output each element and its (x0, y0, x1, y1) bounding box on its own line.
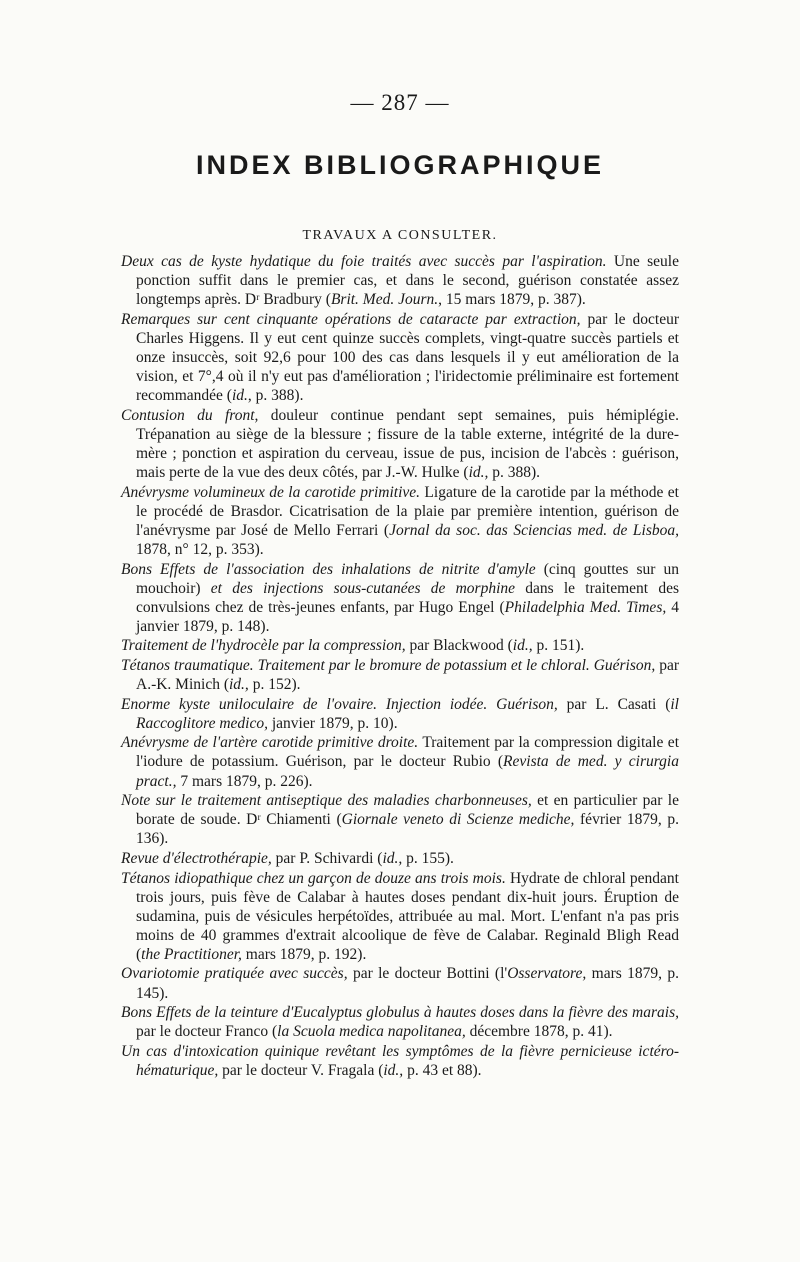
entry-source: id., (468, 464, 489, 482)
entry-citation: p. 43 et 88). (403, 1061, 482, 1079)
entry-text: par L. Casati ( (557, 695, 671, 713)
entry-title: Tétanos idiopathique chez un garçon de douze ans trois mois. (121, 869, 506, 887)
entry-source: id., (229, 676, 249, 694)
entry-source: id., (383, 1061, 404, 1079)
bibliography-entry (121, 656, 679, 694)
entry-source: id. (231, 387, 248, 405)
page-title: INDEX BIBLIOGRAPHIQUE (195, 150, 605, 180)
entry-citation: p. 152). (248, 676, 301, 694)
entry-citation: mars 1879, p. 192). (241, 945, 367, 963)
entry-source: id., (512, 637, 533, 655)
entry-title: Bons Effets de l'association des inhalations de nitrite d'amyle (121, 560, 536, 578)
entry-citation: 4 janvier 1879, p. 148). (136, 598, 680, 635)
entry-text-continued: dans le traitement des convulsions chez de très-jeunes enfants, par Hugo Engel ( (136, 579, 679, 616)
bibliography-entry (121, 483, 679, 559)
entry-title: Contusion du front, (121, 406, 259, 424)
entry-text: (cinq gouttes sur un mouchoir) (136, 560, 679, 597)
entry-citation: mars 1879, p. 145). (136, 965, 680, 1002)
entry-title: Tétanos traumatique. Traitement par le bromure de potassium et le chloral. Guérison, (121, 656, 656, 674)
entry-citation: 7 mars 1879, p. 226). (176, 772, 313, 790)
entry-text: par Blackwood ( (405, 637, 513, 655)
entry-text: Traitement par la compression digitale et l'iodure de potassium. Guérison, par le docteur Rubio ( (136, 734, 679, 771)
entry-title: Anévrysme de l'artère carotide primitive droite. (121, 734, 419, 752)
entry-source: Jornal da soc. das Sciencias med. de Lisboa, (389, 521, 679, 539)
bibliography-entry (121, 1003, 679, 1041)
entry-source: Philadelphia Med. Times, (504, 598, 667, 616)
bibliography-entry (121, 310, 679, 405)
bibliography-entry (121, 964, 679, 1002)
entry-title-continued: et des injections sous-cutanées de morphine (210, 579, 516, 597)
entry-citation: p. 388). (488, 464, 541, 482)
entry-citation: janvier 1879, p. 10). (268, 714, 398, 732)
bibliography-entry (121, 849, 679, 868)
entry-title: Remarques sur cent cinquante opérations de cataracte par extraction, (121, 310, 581, 328)
entry-title: Anévrysme volumineux de la carotide primitive. (121, 483, 421, 501)
entry-text: Ligature de la carotide par la méthode et le procédé de Brasdor. Cicatrisation de la plaie par première intention, guérison de l'anévrysme par José de Mello Ferrari ( (136, 483, 679, 539)
page-number: — 287 — (350, 90, 450, 115)
bibliography-entry (121, 252, 679, 309)
entry-citation: décembre 1878, p. 41). (465, 1023, 613, 1041)
entry-text: par le docteur Bottini (l' (347, 965, 508, 983)
entry-title: Enorme kyste uniloculaire de l'ovaire. Injection iodée. Guérison, (121, 695, 558, 713)
bibliography-entry (121, 733, 679, 790)
entry-source: the Practitioner, (141, 945, 242, 963)
entry-text: par A.-K. Minich ( (136, 656, 679, 694)
bibliography-entry (121, 636, 679, 655)
entry-source: id., (382, 849, 403, 867)
entry-citation: , 15 mars 1879, p. 387). (438, 291, 586, 309)
entry-title: Un cas d'intoxication quinique revêtant les symptômes de la fièvre pernicieuse ictéro-hématurique, (121, 1042, 679, 1079)
entry-citation: p. 155). (402, 849, 454, 867)
bibliography-entry (121, 695, 679, 733)
bibliography-entry (121, 406, 679, 482)
entry-text: et en particulier par le borate de soude. Dʳ Chiamenti ( (136, 792, 679, 829)
entry-title: Bons Effets de la teinture d'Eucalyptus globulus à hautes doses dans la fièvre des marais, (121, 1004, 679, 1022)
bibliography-entry (121, 1042, 679, 1080)
entry-text: Une seule ponction suffit dans le premier cas, et dans le second, guérison constatée assez longtemps après. Dʳ Bradbury ( (136, 253, 679, 309)
entry-title: Note sur le traitement antiseptique des maladies charbonneuses, (121, 792, 532, 810)
bibliography-list (121, 252, 679, 1080)
entry-citation: 1878, n° 12, p. 353). (136, 540, 264, 558)
entry-text: par le docteur V. Fragala ( (218, 1061, 384, 1079)
entry-text: Hydrate de chloral pendant trois jours, puis fève de Calabar à hautes doses pendant dix-huit jours. Éruption de sudamina, puis de vésicules herpétoïdes, attribuée au mal. Mort. L'enfant n'a pas pris moins de 40 grammes d'extrait alcoolique de fève de Calabar. Reginald Bligh Read ( (136, 869, 679, 963)
entry-source: Revista de med. y cirurgia pract., (136, 753, 679, 790)
entry-source: Giornale veneto di Scienze mediche, (341, 811, 575, 829)
entry-citation: février 1879, p. 136). (136, 811, 679, 848)
entry-citation: p. 151). (532, 637, 585, 655)
entry-text: par P. Schivardi ( (271, 849, 383, 867)
bibliography-entry (121, 791, 679, 848)
entry-text: douleur continue pendant sept semaines, puis hémiplégie. Trépanation au siège de la blessure ; fissure de la table externe, intégrité de la dure-mère ; ponction et aspiration du cerveau, issue de pus, incision de l'abcès : guérison, mais perte de la vue des deux côtés, par J.-W. Hulke ( (136, 406, 679, 482)
bibliography-entry (121, 869, 679, 964)
entry-title: Revue d'électrothérapie, (121, 849, 272, 867)
entry-source: il Raccoglitore medico, (136, 695, 679, 732)
entry-title: Deux cas de kyste hydatique du foie traités avec succès par l'aspiration. (121, 253, 607, 270)
section-subtitle: TRAVAUX A CONSULTER. (302, 228, 498, 243)
bibliography-entry (121, 560, 679, 636)
entry-citation: , p. 388). (247, 387, 304, 405)
entry-text: par le docteur Charles Higgens. Il y eut cent quinze succès complets, vingt-quatre succès partiels et onze insuccès, soit 92,6 pour 100 des cas dans lesquels il y eut amélioration de la vision, et 7°,4 où il n'y eut pas d'amélioration ; l'iridectomie préliminaire est fortement recommandée ( (136, 310, 679, 405)
entry-source: la Scuola medica napolitanea, (277, 1023, 466, 1041)
entry-source: Osservatore, (507, 965, 587, 983)
entry-text: par le docteur Franco ( (136, 1023, 278, 1041)
entry-title: Ovariotomie pratiquée avec succès, (121, 965, 348, 983)
entry-source: Brit. Med. Journ. (330, 291, 439, 309)
entry-title: Traitement de l'hydrocèle par la compression, (121, 637, 406, 655)
